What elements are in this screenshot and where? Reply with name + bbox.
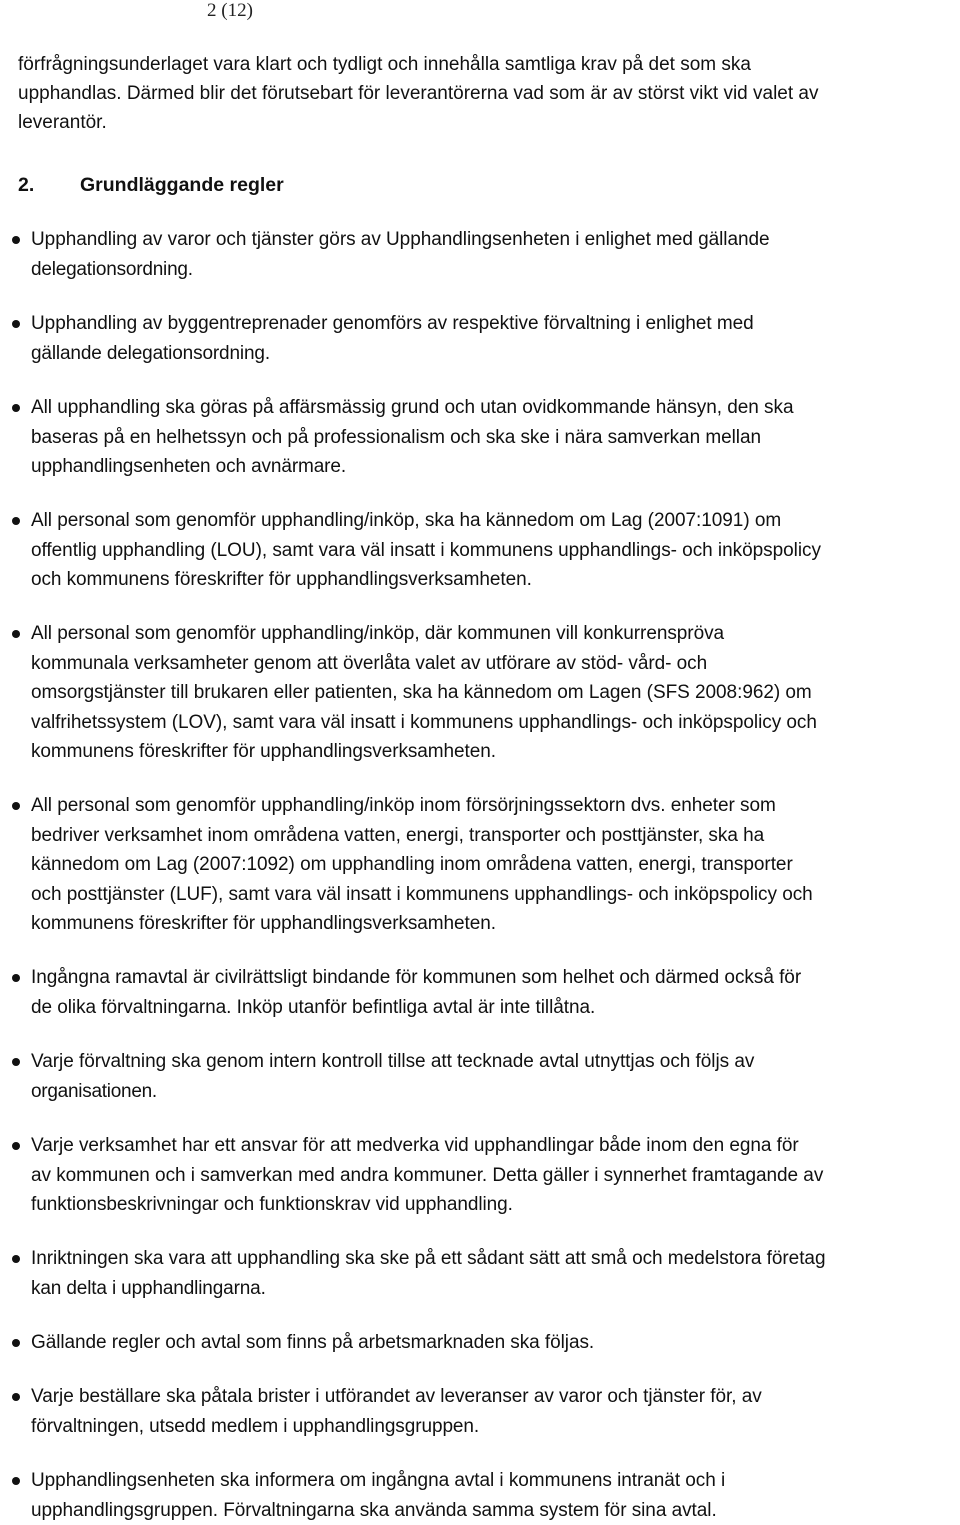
bullet-line: delegationsordning.: [31, 255, 959, 285]
bullet-icon: [12, 1058, 20, 1066]
intro-paragraph: [18, 50, 948, 137]
bullet-line: och kommunens föreskrifter för upphandlingsverksamheten.: [31, 565, 959, 595]
bullet-line: kommunens föreskrifter för upphandlingsverksamheten.: [31, 909, 959, 939]
bullet-icon: [12, 1477, 20, 1485]
bullet-text: [31, 1382, 959, 1441]
bullet-line: och posttjänster (LUF), samt vara väl insatt i kommunens upphandlings- och inköpspolicy och: [31, 880, 959, 910]
bullet-line: kommunala verksamheter genom att överlåta valet av utförare av stöd- vård- och: [31, 649, 959, 679]
bullet-text: [31, 393, 959, 482]
bullet-line: Upphandling av byggentreprenader genomförs av respektive förvaltning i enlighet med: [31, 309, 959, 339]
bullet-text: [31, 619, 959, 767]
intro-line: upphandlas. Därmed blir det förutsebart för leverantörerna vad som är av störst vikt vid valet av: [18, 79, 948, 108]
bullet-line: All personal som genomför upphandling/inköp inom försörjningssektorn dvs. enheter som: [31, 791, 959, 821]
bullet-icon: [12, 1339, 20, 1347]
bullet-line: kännedom om Lag (2007:1092) om upphandling inom områdena vatten, energi, transporter: [31, 850, 959, 880]
bullet-icon: [12, 974, 20, 982]
bullet-line: upphandlingsenheten och avnärmare.: [31, 452, 959, 482]
bullet-icon: [12, 517, 20, 525]
bullet-line: gällande delegationsordning.: [31, 339, 959, 369]
bullet-line: Varje verksamhet har ett ansvar för att medverka vid upphandlingar både inom den egna för: [31, 1131, 959, 1161]
bullet-icon: [12, 1142, 20, 1150]
bullet-line: av kommunen och i samverkan med andra kommuner. Detta gäller i synnerhet framtagande av: [31, 1161, 959, 1191]
bullet-text: [31, 506, 959, 595]
bullet-line: All personal som genomför upphandling/inköp, där kommunen vill konkurrenspröva: [31, 619, 959, 649]
bullet-text: [31, 791, 959, 939]
intro-line: förfrågningsunderlaget vara klart och tydligt och innehålla samtliga krav på det som ska: [18, 50, 948, 79]
bullet-text: [31, 225, 959, 284]
bullet-icon: [12, 1393, 20, 1401]
bullet-line: valfrihetssystem (LOV), samt vara väl insatt i kommunens upphandlings- och inköpspolicy och: [31, 708, 959, 738]
section-number: 2.: [18, 171, 80, 200]
bullet-line: bedriver verksamhet inom områdena vatten, energi, transporter och posttjänster, ska ha: [31, 821, 959, 851]
bullet-line: All upphandling ska göras på affärsmässig grund och utan ovidkommande hänsyn, den ska: [31, 393, 959, 423]
bullet-line: Varje beställare ska påtala brister i utförandet av leveranser av varor och tjänster för, av: [31, 1382, 959, 1412]
bullet-line: baseras på en helhetssyn och på professionalism och ska ske i nära samverkan mellan: [31, 423, 959, 453]
bullet-text: [31, 1328, 959, 1358]
bullet-line: upphandlingsgruppen. Förvaltningarna ska använda samma system för sina avtal.: [31, 1496, 959, 1525]
bullet-line: offentlig upphandling (LOU), samt vara väl insatt i kommunens upphandlings- och inköpspolicy: [31, 536, 959, 566]
bullet-line: omsorgstjänster till brukaren eller patienten, ska ha kännedom om Lagen (SFS 2008:962) om: [31, 678, 959, 708]
bullet-line: kommunens föreskrifter för upphandlingsverksamheten.: [31, 737, 959, 767]
intro-line: leverantör.: [18, 108, 948, 137]
bullet-line: de olika förvaltningarna. Inköp utanför befintliga avtal är inte tillåtna.: [31, 993, 959, 1023]
bullet-text: [31, 309, 959, 368]
bullet-line: Inriktningen ska vara att upphandling ska ske på ett sådant sätt att små och medelstora företag: [31, 1244, 959, 1274]
bullet-icon: [12, 320, 20, 328]
bullet-line: organisationen.: [31, 1077, 959, 1107]
bullet-text: [31, 1466, 959, 1525]
bullet-line: Upphandling av varor och tjänster görs av Upphandlingsenheten i enlighet med gällande: [31, 225, 959, 255]
bullet-text: [31, 1244, 959, 1303]
bullet-icon: [12, 404, 20, 412]
bullet-line: Upphandlingsenheten ska informera om ingångna avtal i kommunens intranät och i: [31, 1466, 959, 1496]
bullet-text: [31, 1047, 959, 1106]
page-number: 2 (12): [207, 0, 253, 22]
bullet-line: All personal som genomför upphandling/inköp, ska ha kännedom om Lag (2007:1091) om: [31, 506, 959, 536]
bullet-icon: [12, 1255, 20, 1263]
bullet-icon: [12, 236, 20, 244]
bullet-text: [31, 1131, 959, 1220]
bullet-line: funktionsbeskrivningar och funktionskrav vid upphandling.: [31, 1190, 959, 1220]
bullet-line: Ingångna ramavtal är civilrättsligt bindande för kommunen som helhet och därmed också för: [31, 963, 959, 993]
bullet-line: kan delta i upphandlingarna.: [31, 1274, 959, 1304]
bullet-line: förvaltningen, utsedd medlem i upphandlingsgruppen.: [31, 1412, 959, 1442]
bullet-icon: [12, 802, 20, 810]
bullet-line: Varje förvaltning ska genom intern kontroll tillse att tecknade avtal utnyttjas och följs av: [31, 1047, 959, 1077]
section-heading: [18, 171, 284, 200]
bullet-line: Gällande regler och avtal som finns på arbetsmarknaden ska följas.: [31, 1328, 959, 1358]
bullet-icon: [12, 630, 20, 638]
section-title: Grundläggande regler: [80, 171, 284, 200]
bullet-text: [31, 963, 959, 1022]
